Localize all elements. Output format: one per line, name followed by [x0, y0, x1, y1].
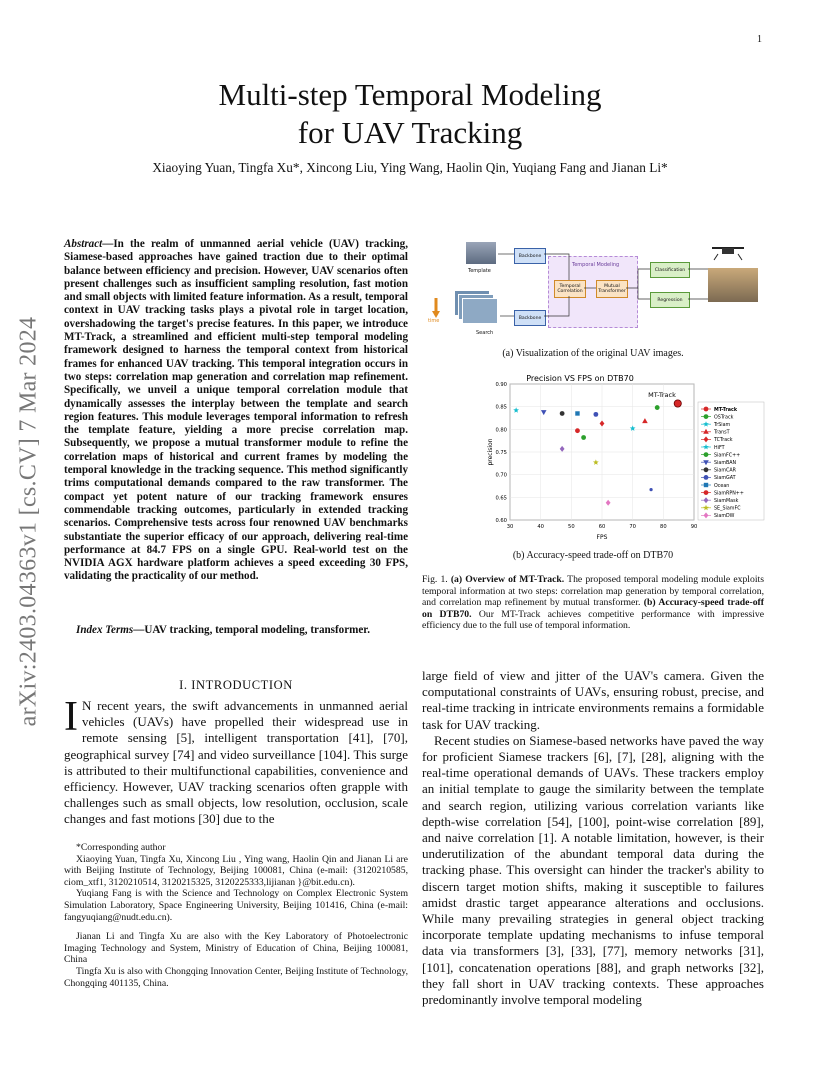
legend-marker	[704, 407, 709, 412]
footnotes	[64, 842, 408, 989]
regression-box: Regression	[650, 292, 690, 308]
x-tick-label: 60	[598, 524, 606, 530]
figure-caption	[422, 574, 764, 632]
abstract-text: —In the realm of unmanned aerial vehicle (UAV) tracking, Siamese-based approaches have gained traction due to their optimal balance between efficiency and precision. However, UAV scenarios often present challenges such as insufficient sampling resolution, fast motion and small objects with limited feature information. As a result, temporal context in UAV tracking tasks plays a pivotal role in target location, overshadowing the target's precise features. In this paper, we introduce MT-Track, a streamlined and efficient multi-step temporal modeling framework designed to harness the temporal context from historical frames for enhanced UAV tracking. This temporal integration occurs in two steps: correlation map generation and correlation map refinement. Specifically, we unveil a unique temporal correlation module that dynamically assesses the interplay between the template and search region features. This module leverages temporal information to refresh the template feature, yielding a more precise correlation map. Subsequently, we propose a mutual transformer module to refine the correlation maps of historical and current frames by modeling the temporal knowledge in the tracking sequence. This method significantly trims computational demands compared to the raw transformer. The compact yet potent nature of our tracking framework ensures commendable tracking outcomes, particularly in extended tracking scenarios. Comprehensive tests across four renowned UAV benchmarks substantiate the superior efficacy of our approach, delivering real-time performance at 84.7 FPS on a single GPU. Real-world test on the NVIDIA AGX hardware platform achieves a speed exceeding 30 FPS, validating the practicality of our method.	[64, 238, 408, 583]
data-point	[649, 488, 652, 491]
y-tick-label: 0.90	[495, 382, 507, 388]
footnote-affiliation-4: Tingfa Xu is also with Chongqing Innovation Center, Beijing Institute of Technology, Chongqing 401135, China.	[64, 965, 408, 989]
figure-label: Fig. 1.	[422, 574, 448, 585]
chart-legend	[698, 402, 764, 520]
temporal-correlation-box: Temporal Correlation	[554, 280, 586, 298]
x-tick-label: 70	[629, 524, 636, 530]
author-list: Xiaoying Yuan, Tingfa Xu*, Xincong Liu, Ying Wang, Haolin Qin, Yuqiang Fang and Jianan Li*	[152, 160, 668, 175]
x-tick-label: 90	[690, 524, 698, 530]
figure-caption-bold-a: (a) Overview of MT-Track.	[450, 574, 565, 585]
legend-entry: SiamMask	[714, 499, 739, 504]
y-tick-label: 0.70	[495, 472, 507, 479]
legend-entry: TCTrack	[714, 438, 733, 444]
footnote-corresponding: *Corresponding author	[76, 842, 166, 853]
index-terms-label: Index Terms	[76, 624, 134, 636]
y-tick-label: 0.80	[495, 427, 507, 434]
caption-subfigure-b: (b) Accuracy-speed trade-off on DTB70	[512, 550, 674, 561]
abstract-label: Abstract	[64, 238, 103, 250]
data-point	[575, 428, 580, 433]
legend-entry: SiamGAT	[714, 476, 736, 482]
legend-entry: OSTrack	[714, 415, 734, 421]
footnote-affiliation-3: Jianan Li and Tingfa Xu are also with the Key Laboratory of Photoelectronic Imaging Technology and System, Ministry of Education of China, Beijing 100081, China	[64, 931, 408, 966]
x-tick-label: 50	[568, 524, 575, 530]
legend-entry: SiamDW	[714, 514, 735, 520]
data-point	[593, 412, 598, 417]
legend-marker	[704, 414, 709, 419]
paragraph-siamese: Recent studies on Siamese-based networks have paved the way for proficient Siamese trackers [6], [7], [28], aligning with the real-time operational demands of UAVs. These trackers employ an initial template to gauge the similarity between the template and search region, utilizing various correlation variants like depth-wise correlation [54], [100], point-wise correlation [89], and naive correlation [1]. A notable limitation, however, is their underutilization of the abundant temporal data during the tracking phase. This oversight can hinder the tracker's ability to discern target motion shifts, making it susceptible to failures amidst drastic target appearance alterations and occlusions. While many prevailing strategies in general object tracking incorporate template updating mechanisms to infuse temporal data via transformers [3], [33], [77], memory networks [31], [101], concatenation operations [88], and graph networks [32], they fall short in UAV tracking contexts. These approaches predominantly involve temporal modeling	[422, 732, 764, 1008]
legend-entry: TransT	[714, 430, 730, 436]
legend-entry: SiamCAR	[714, 468, 736, 474]
figure-caption-text-a: The proposed temporal modeling module exploits temporal information at two steps: correlation map generation by temporal correlation, and correlation map refinement by mutual transformer.	[422, 574, 764, 609]
architecture-diagram	[424, 228, 764, 343]
paragraph-continuation: large field of view and jitter of the UAV's camera. Given the computational constraints of UAVs, ensuring robust, precise, and real-time tracking in intricate environments remains a formidable task for UAV tracking.	[422, 668, 764, 732]
legend-entry: SE_SiamFC	[714, 506, 741, 512]
x-axis-label: FPS	[596, 534, 608, 541]
paper-title	[100, 76, 720, 152]
x-tick-label: 80	[660, 524, 667, 530]
legend-marker	[704, 483, 708, 487]
legend-marker	[704, 452, 709, 457]
caption-subfigure-a: (a) Visualization of the original UAV images.	[502, 348, 684, 359]
y-tick-label: 0.60	[495, 518, 507, 524]
arxiv-identifier-text: arXiv:2403.04363v1 [cs.CV] 7 Mar 2024	[15, 316, 42, 727]
right-column-text	[422, 668, 764, 1008]
y-axis-label: precision	[487, 438, 494, 466]
legend-entry: Ocean	[714, 483, 730, 489]
legend-entry: SiamFC++	[714, 453, 741, 459]
arxiv-identifier	[14, 288, 46, 758]
legend-marker	[704, 467, 709, 472]
data-point	[560, 411, 565, 416]
figure-caption-text-b: Our MT-Track achieves competitive performance with impressive efficiency due to the full use of temporal information.	[422, 608, 765, 632]
footnote-affiliation-2: Yuqiang Fang is with the Science and Technology on Complex Electronic System Simulation Laboratory, Space Engineering University, Beijing 101416, China (e-mail: fangyuqiang@nudt.edu.cn).	[64, 888, 408, 923]
footnote-affiliation-1: Xiaoying Yuan, Tingfa Xu, Xincong Liu , Ying wang, Haolin Qin and Jianan Li are with Beijing Institute of Technology, Beijing 100081, China (e-mail: {3120210585, ciom_xtf1, 3120210514, 3120215325, 3120225333,lijianan }@bit.edu.cn).	[64, 853, 408, 888]
abstract	[64, 238, 408, 584]
legend-entry: MT-Track	[714, 407, 738, 413]
section-heading-introduction: I. INTRODUCTION	[179, 678, 293, 692]
template-label: Template	[468, 268, 491, 274]
backbone-bottom-box: Backbone	[514, 310, 546, 326]
diagram-arrows	[424, 228, 764, 343]
time-label: time	[428, 318, 440, 324]
index-terms-text: —UAV tracking, temporal modeling, transformer.	[133, 624, 370, 636]
legend-entry: HiFT	[714, 445, 725, 451]
title-line-1: Multi-step Temporal Modeling	[218, 77, 602, 112]
title-line-2: for UAV Tracking	[297, 115, 523, 150]
legend-marker	[704, 490, 709, 495]
index-terms	[64, 624, 408, 637]
data-point	[575, 411, 579, 415]
backbone-top-box: Backbone	[514, 248, 546, 264]
introduction-paragraph	[64, 694, 408, 828]
search-label: Search	[476, 330, 494, 336]
classification-box: Classification	[650, 262, 690, 278]
data-point	[674, 400, 681, 407]
legend-entry: SiamRPN++	[714, 491, 744, 497]
y-tick-label: 0.65	[495, 495, 507, 502]
data-point	[655, 405, 660, 410]
y-tick-label: 0.85	[495, 404, 507, 411]
introduction-text: N recent years, the swift advancements in unmanned aerial vehicles (UAVs) have propelled their widespread use in remote sensing [5], intelligent transportation [41], [70], geographical survey [74] and video surveillance [104]. This surge is attributed to their multifunctional capabilities, convenience and efficiency. However, UAV tracking scenarios often grapple with challenges such as small objects, low resolution, occlusion, scale changes and fast motions [30] due to the	[64, 698, 408, 827]
mt-track-annotation: MT-Track	[648, 391, 676, 399]
legend-entry: SiamBAN	[714, 461, 737, 466]
precision-fps-chart	[430, 370, 766, 542]
mutual-transformer-box: Mutual Transformer	[596, 280, 628, 298]
drop-cap: I	[64, 694, 78, 740]
figure-caption-bold-b: (b) Accuracy-speed trade-off on DTB70.	[422, 597, 765, 620]
chart-title: Precision VS FPS on DTB70	[526, 374, 634, 383]
y-tick-label: 0.75	[495, 450, 507, 456]
legend-entry: TrSiam	[714, 423, 731, 428]
temporal-modeling-label: Temporal Modeling	[572, 262, 620, 268]
page-number: 1	[757, 34, 762, 45]
x-tick-label: 30	[506, 524, 514, 530]
x-tick-label: 40	[537, 524, 544, 530]
legend-marker	[704, 475, 709, 480]
data-point	[581, 435, 586, 440]
